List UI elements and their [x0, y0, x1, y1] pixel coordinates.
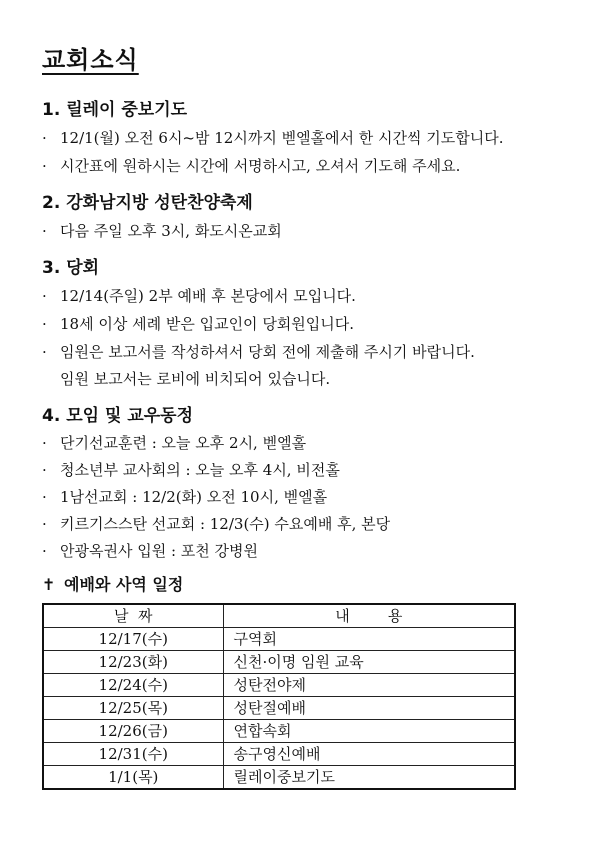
schedule-title: ✝ 예배와 사역 일정: [42, 575, 184, 594]
schedule-table: [42, 603, 516, 790]
section-title-christmas-festival: 2. 강화남지방 성탄찬양축제: [42, 193, 253, 213]
cross-icon: ✝: [42, 575, 56, 594]
bullet-icon: ·: [42, 222, 47, 240]
table-row: [43, 628, 515, 651]
row-date: 1/1(목): [43, 766, 223, 790]
row-date: 12/26(금): [43, 720, 223, 743]
page-title: 교회소식: [42, 46, 139, 74]
bullet-icon: ·: [42, 488, 47, 506]
section-title-session: 3. 당회: [42, 258, 100, 278]
meetings-line-5: · 안광옥권사 입원 : 포천 강병원: [42, 542, 259, 560]
row-content: 성탄절예배: [223, 697, 515, 720]
row-content: 송구영신예배: [223, 743, 515, 766]
row-content: 성탄전야제: [223, 674, 515, 697]
header-date: 날 짜: [43, 604, 223, 628]
meetings-line-2: · 청소년부 교사회의 : 오늘 오후 4시, 비전홀: [42, 461, 340, 479]
relay-prayer-line-2: · 시간표에 원하시는 시간에 서명하시고, 오셔서 기도해 주세요.: [42, 157, 461, 175]
row-content: 신천·이명 임원 교육: [223, 651, 515, 674]
row-content: 구역회: [223, 628, 515, 651]
bullet-icon: ·: [42, 542, 47, 560]
header-content: 내 용: [223, 604, 515, 628]
bullet-icon: ·: [42, 157, 47, 175]
table-row: [43, 766, 515, 790]
meetings-line-3: · 1남선교회 : 12/2(화) 오전 10시, 벧엘홀: [42, 488, 328, 506]
row-date: 12/25(목): [43, 697, 223, 720]
row-content: 릴레이중보기도: [223, 766, 515, 790]
bullet-icon: ·: [42, 287, 47, 305]
table-row: [43, 743, 515, 766]
row-date: 12/23(화): [43, 651, 223, 674]
bullet-icon: ·: [42, 434, 47, 452]
session-line-3: · 임원은 보고서를 작성하셔서 당회 전에 제출해 주시기 바랍니다.: [42, 343, 475, 361]
meetings-line-4: · 키르기스스탄 선교회 : 12/3(수) 수요예배 후, 본당: [42, 515, 391, 533]
session-line-4: 임원 보고서는 로비에 비치되어 있습니다.: [60, 370, 331, 388]
relay-prayer-line-1: · 12/1(월) 오전 6시~밤 12시까지 벧엘홀에서 한 시간씩 기도합니다.: [42, 129, 504, 147]
bullet-icon: ·: [42, 461, 47, 479]
row-date: 12/17(수): [43, 628, 223, 651]
bullet-icon: ·: [42, 129, 47, 147]
bullet-icon: ·: [42, 315, 47, 333]
session-line-2: · 18세 이상 세례 받은 입교인이 당회원입니다.: [42, 315, 355, 333]
table-header-row: [43, 604, 515, 628]
row-content: 연합속회: [223, 720, 515, 743]
bullet-icon: ·: [42, 515, 47, 533]
table-row: [43, 697, 515, 720]
row-date: 12/24(수): [43, 674, 223, 697]
christmas-festival-line-1: · 다음 주일 오후 3시, 화도시온교회: [42, 222, 282, 240]
table-row: [43, 651, 515, 674]
bullet-icon: ·: [42, 343, 47, 361]
row-date: 12/31(수): [43, 743, 223, 766]
meetings-line-1: · 단기선교훈련 : 오늘 오후 2시, 벧엘홀: [42, 434, 307, 452]
section-title-relay-prayer: 1. 릴레이 중보기도: [42, 100, 188, 120]
table-row: [43, 674, 515, 697]
section-title-meetings-news: 4. 모임 및 교우동정: [42, 406, 193, 426]
session-line-1: · 12/14(주일) 2부 예배 후 본당에서 모입니다.: [42, 287, 356, 305]
table-row: [43, 720, 515, 743]
